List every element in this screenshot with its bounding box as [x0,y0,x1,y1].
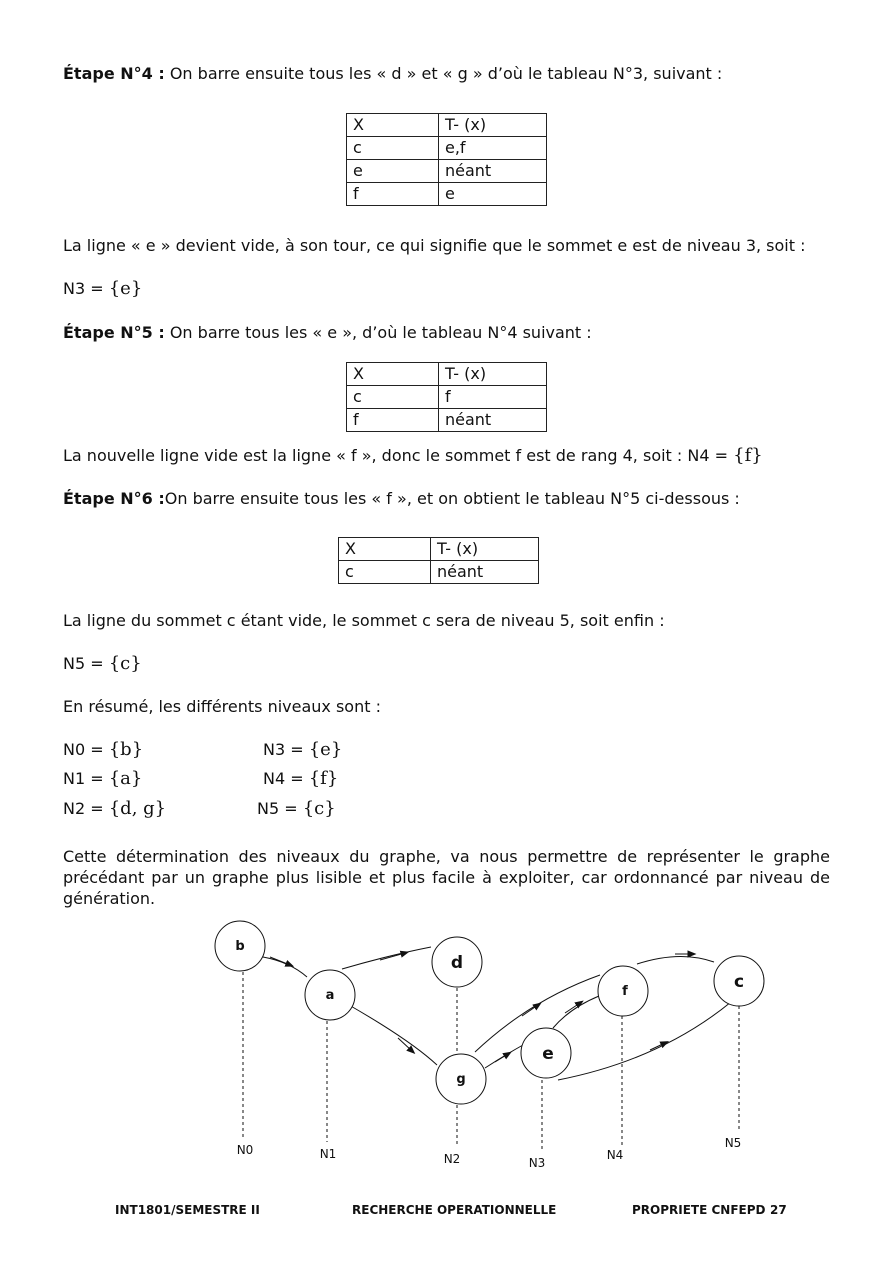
summary-label: N2 = [63,799,104,818]
node-label-d: d [450,953,464,973]
n5-set: {c} [108,653,142,674]
table3-header-x: X [347,114,439,137]
footer-owner: PROPRIETE CNFEPD [632,1203,766,1217]
summary-label: N0 = [63,740,104,759]
node-label-f: f [622,984,628,999]
summary-set: {e} [308,739,343,760]
conclusion-paragraph: Cette détermination des niveaux du graphe, va nous permettre de représenter le graphe précédant par un graphe plus lisible et plus facile à exploiter, car ordonnancé par niveau de génération. [63,847,830,908]
table4-cell: f [347,409,439,432]
step6-text: On barre ensuite tous les « f », et on obtient le tableau N°5 ci-dessous : [164,489,740,508]
edge-g-e-arrow [495,1054,508,1062]
edge-b-a [263,957,307,977]
edge-f-c [637,956,714,964]
line-c-paragraph: La ligne du sommet c étant vide, le sommet c sera de niveau 5, soit enfin : [63,611,665,630]
summary-label: N3 = [263,740,304,759]
edge-a-g [349,1005,437,1065]
table4-header-x: X [347,363,439,386]
n5-label: N5 = [63,654,104,673]
node-label-c: c [733,972,745,992]
summary-set: {d, g} [108,798,167,819]
table3-cell: e [347,160,439,183]
level-label-n0: N0 [236,1143,254,1157]
node-label-a: a [325,988,335,1003]
step5-text: On barre tous les « e », d’où le tableau N°4 suivant : [164,323,592,342]
footer-course: INT1801/SEMESTRE II [115,1203,260,1217]
step5-title: Étape N°5 : [63,323,165,342]
level-label-n2: N2 [443,1152,461,1166]
edge-e-f-arrow [565,1003,580,1013]
footer-subject: RECHERCHE OPERATIONNELLE [352,1203,557,1217]
level-label-n1: N1 [319,1147,337,1161]
table4-cell: néant [439,409,547,432]
summary-set: {c} [302,798,336,819]
table5-cell: néant [431,561,539,584]
summary-label: N5 = [257,799,298,818]
table4-cell: c [347,386,439,409]
summary-intro: En résumé, les différents niveaux sont : [63,697,381,716]
table5-cell: c [339,561,431,584]
summary-label: N1 = [63,769,104,788]
table4-header-t: T- (x) [439,363,547,386]
summary-set: {b} [108,739,144,760]
table5-header-x: X [339,538,431,561]
node-label-e: e [542,1044,554,1064]
summary-label: N4 = [263,769,304,788]
table3-cell: e,f [439,137,547,160]
table3-cell: f [347,183,439,206]
edge-g-f-arrow [522,1005,538,1016]
node-label-b: b [235,939,245,954]
edge-e-c [558,1002,731,1080]
edge-e-f [553,996,599,1028]
n3-label: N3 = [63,279,104,298]
table3-header-t: T- (x) [439,114,547,137]
line-f-text: La nouvelle ligne vide est la ligne « f », donc le sommet f est de rang 4, soit : N4 = [63,446,729,465]
edge-b-a-arrow [270,957,290,965]
edge-e-c-arrow [650,1043,665,1050]
n4-set: {f} [733,445,763,466]
summary-set: {f} [308,768,339,789]
table3-cell: néant [439,160,547,183]
step4-text: On barre ensuite tous les « d » et « g » d’où le tableau N°3, suivant : [164,64,723,83]
node-label-g: g [456,1072,466,1087]
level-label-n3: N3 [528,1156,546,1170]
level-label-n4: N4 [606,1148,624,1162]
table3-cell: e [439,183,547,206]
line-e-paragraph: La ligne « e » devient vide, à son tour, ce qui signifie que le sommet e est de niveau 3, soit : [63,236,806,255]
table3-cell: c [347,137,439,160]
n3-set: {e} [108,278,143,299]
summary-set: {a} [108,768,143,789]
footer-page-number: 27 [770,1203,787,1217]
step4-title: Étape N°4 : [63,64,165,83]
table4-cell: f [439,386,547,409]
table5-header-t: T- (x) [431,538,539,561]
edge-a-d-arrow [380,953,405,960]
step6-title: Étape N°6 : [63,489,165,508]
level-label-n5: N5 [724,1136,742,1150]
